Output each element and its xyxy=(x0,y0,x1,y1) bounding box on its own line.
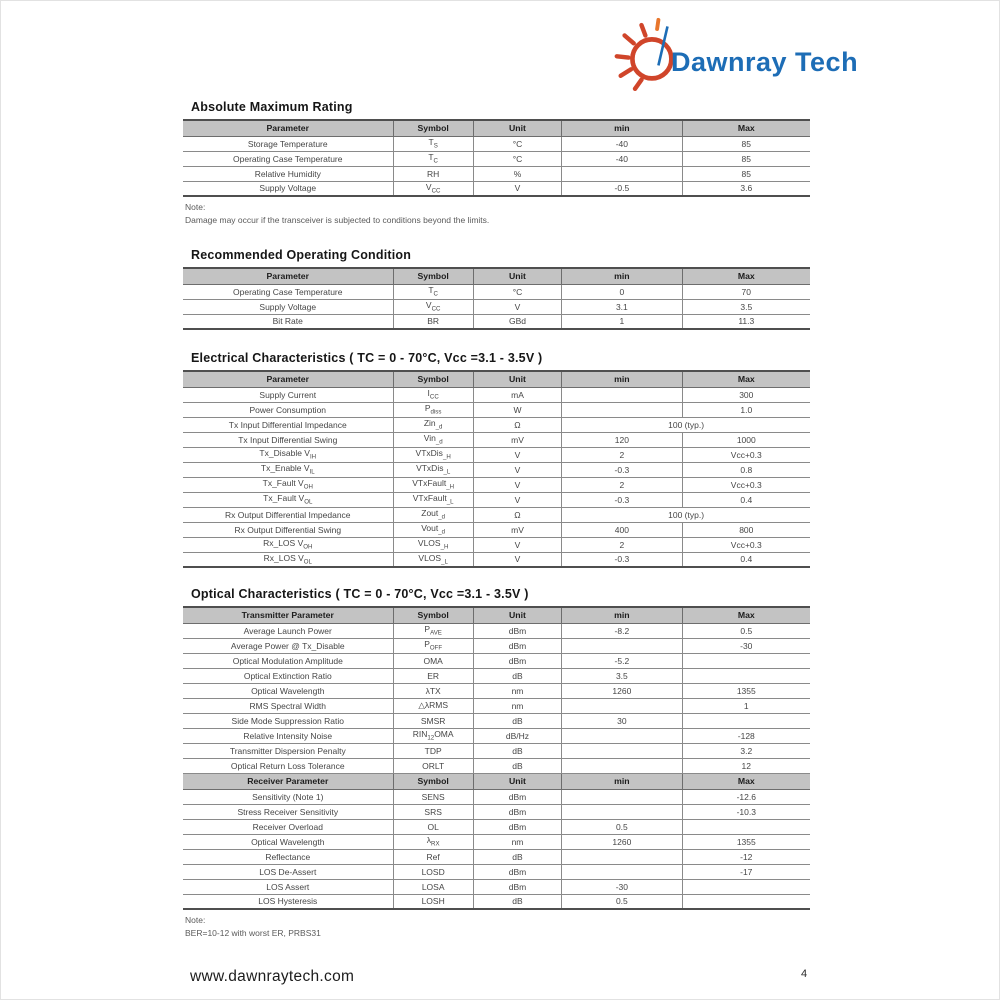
table-cell: LOS Hysteresis xyxy=(183,894,393,909)
table-cell xyxy=(562,849,682,864)
table-cell: Tx Input Differential Impedance xyxy=(183,417,393,432)
column-header: Max xyxy=(682,268,810,284)
table-cell: V xyxy=(473,477,561,492)
table-cell: Average Launch Power xyxy=(183,623,393,638)
table-cell: Reflectance xyxy=(183,849,393,864)
column-header: Unit xyxy=(473,607,561,623)
section-title: Absolute Maximum Rating xyxy=(191,100,353,114)
table-cell: % xyxy=(473,166,561,181)
table-cell xyxy=(562,387,682,402)
column-header: Unit xyxy=(473,120,561,136)
table-cell: Tx_Fault $V_{OL}$ xyxy=(183,492,393,507)
table-cell: 400 xyxy=(562,522,682,537)
table-cell xyxy=(562,402,682,417)
table-cell: 0.4 xyxy=(682,552,810,567)
table-cell: Vcc+0.3 xyxy=(682,477,810,492)
table-cell: OMA xyxy=(393,653,473,668)
table-cell: LOSH xyxy=(393,894,473,909)
table-cell: 3.2 xyxy=(682,743,810,758)
table-cell: △λRMS xyxy=(393,698,473,713)
table-cell: VTxFault$_{\_H}$ xyxy=(393,477,473,492)
table-cell: dBm xyxy=(473,638,561,653)
table-row xyxy=(183,698,810,713)
table-cell: mA xyxy=(473,387,561,402)
table-cell: -0.3 xyxy=(562,462,682,477)
table-cell: -40 xyxy=(562,151,682,166)
table-cell: Optical Extinction Ratio xyxy=(183,668,393,683)
table-cell: $RIN_{12}OMA$ xyxy=(393,728,473,743)
table-cell: -30 xyxy=(562,879,682,894)
table-cell: LOSD xyxy=(393,864,473,879)
table-cell: Rx_LOS $V_{OH}$ xyxy=(183,537,393,552)
table-cell: $V_{CC}$ xyxy=(393,299,473,314)
table-cell: Relative Intensity Noise xyxy=(183,728,393,743)
table-cell: 0.5 xyxy=(562,894,682,909)
note-text: BER=10-12 with worst ER, PRBS31 xyxy=(185,928,321,938)
table-cell: $P_{AVE}$ xyxy=(393,623,473,638)
table-row xyxy=(183,314,810,329)
column-header: Max xyxy=(682,120,810,136)
table-cell: 85 xyxy=(682,136,810,151)
table-row xyxy=(183,387,810,402)
table-cell: dBm xyxy=(473,819,561,834)
column-header: Symbol xyxy=(393,120,473,136)
table-row xyxy=(183,522,810,537)
brand-logo xyxy=(609,13,859,97)
table-cell: dB xyxy=(473,758,561,773)
table-notes xyxy=(185,201,810,227)
table-cell xyxy=(682,819,810,834)
table-header-row xyxy=(183,371,810,387)
table-row xyxy=(183,879,810,894)
footer-url: www.dawnraytech.com xyxy=(190,968,355,985)
column-header: Unit xyxy=(473,773,561,789)
table-cell xyxy=(562,728,682,743)
table-row xyxy=(183,507,810,522)
table-cell: Vout$_{\_d}$ xyxy=(393,522,473,537)
table-row xyxy=(183,181,810,196)
recommended-operating-condition-table xyxy=(183,267,810,330)
table-cell: 0.8 xyxy=(682,462,810,477)
table-cell: dBm xyxy=(473,653,561,668)
table-cell: 2 xyxy=(562,537,682,552)
table-cell: 85 xyxy=(682,166,810,181)
table-cell: V xyxy=(473,492,561,507)
table-cell: Optical Return Loss Tolerance xyxy=(183,758,393,773)
table-cell: V xyxy=(473,462,561,477)
column-header: Symbol xyxy=(393,371,473,387)
table-row xyxy=(183,402,810,417)
table-cell: λTX xyxy=(393,683,473,698)
table-cell xyxy=(562,864,682,879)
table-cell: dBm xyxy=(473,623,561,638)
table-cell: dB xyxy=(473,668,561,683)
column-header: Symbol xyxy=(393,268,473,284)
table-cell: Vin$_{\_d}$ xyxy=(393,432,473,447)
table-cell: nm xyxy=(473,834,561,849)
table-cell: 800 xyxy=(682,522,810,537)
table-cell: BR xyxy=(393,314,473,329)
table-cell xyxy=(562,698,682,713)
table-cell: 3.5 xyxy=(562,668,682,683)
brand-name: Dawnray Tech xyxy=(671,46,859,77)
table-cell: 120 xyxy=(562,432,682,447)
table-cell: 3.5 xyxy=(682,299,810,314)
table-cell: -0.3 xyxy=(562,552,682,567)
table-cell: 100 (typ.) xyxy=(562,507,810,522)
table-cell: SMSR xyxy=(393,713,473,728)
column-header: min xyxy=(562,371,682,387)
absolute-maximum-rating-table xyxy=(183,119,810,197)
table-cell: 1260 xyxy=(562,834,682,849)
table-cell: 0.5 xyxy=(682,623,810,638)
table-cell xyxy=(682,879,810,894)
column-header: min xyxy=(562,120,682,136)
table-cell: 1355 xyxy=(682,834,810,849)
table-row xyxy=(183,432,810,447)
table-cell: 1 xyxy=(682,698,810,713)
table-cell: -40 xyxy=(562,136,682,151)
table-cell: Side Mode Suppression Ratio xyxy=(183,713,393,728)
table-cell: Tx_Disable $V_{IH}$ xyxy=(183,447,393,462)
section-title: Recommended Operating Condition xyxy=(191,248,412,262)
table-cell: nm xyxy=(473,683,561,698)
table-cell: W xyxy=(473,402,561,417)
table-cell: 0 xyxy=(562,284,682,299)
table-cell: Ω xyxy=(473,417,561,432)
table-cell: VTxFault$_{\_L}$ xyxy=(393,492,473,507)
table-cell: 70 xyxy=(682,284,810,299)
table-cell: -128 xyxy=(682,728,810,743)
table-cell: V xyxy=(473,181,561,196)
table-cell: Rx Output Differential Impedance xyxy=(183,507,393,522)
column-header: Parameter xyxy=(183,371,393,387)
table-cell: LOS De-Assert xyxy=(183,864,393,879)
column-header: Unit xyxy=(473,371,561,387)
table-cell: $T_C$ xyxy=(393,284,473,299)
table-cell: Supply Voltage xyxy=(183,181,393,196)
table-cell: mV xyxy=(473,522,561,537)
note-text: Note: xyxy=(185,915,206,925)
table-cell: Stress Receiver Sensitivity xyxy=(183,804,393,819)
table-row xyxy=(183,166,810,181)
page-number: 4 xyxy=(801,968,808,980)
table-cell xyxy=(682,713,810,728)
section-optical-characteristics xyxy=(183,587,810,940)
table-cell: -30 xyxy=(682,638,810,653)
table-cell: Vcc+0.3 xyxy=(682,537,810,552)
table-cell: dBm xyxy=(473,879,561,894)
table-cell: Supply Current xyxy=(183,387,393,402)
table-cell: ER xyxy=(393,668,473,683)
table-cell: 2 xyxy=(562,477,682,492)
table-cell: VTxDis$_{\_H}$ xyxy=(393,447,473,462)
table-cell: dB xyxy=(473,713,561,728)
table-cell: 100 (typ.) xyxy=(562,417,810,432)
table-row xyxy=(183,417,810,432)
table-row xyxy=(183,864,810,879)
table-row xyxy=(183,477,810,492)
table-cell: 3.6 xyxy=(682,181,810,196)
column-header: Symbol xyxy=(393,773,473,789)
column-header: Receiver Parameter xyxy=(183,773,393,789)
table-row xyxy=(183,653,810,668)
table-cell: V xyxy=(473,537,561,552)
section-recommended-operating-condition xyxy=(183,248,810,330)
table-row xyxy=(183,284,810,299)
table-notes xyxy=(185,914,810,940)
table-cell: 30 xyxy=(562,713,682,728)
table-cell xyxy=(562,166,682,181)
table-cell: Optical Wavelength xyxy=(183,683,393,698)
table-cell: 300 xyxy=(682,387,810,402)
column-header: min xyxy=(562,268,682,284)
table-cell xyxy=(562,804,682,819)
table-cell: -5.2 xyxy=(562,653,682,668)
table-row xyxy=(183,728,810,743)
optical-characteristics-table xyxy=(183,606,810,910)
table-cell: -12.6 xyxy=(682,789,810,804)
table-cell: 1 xyxy=(562,314,682,329)
table-cell: SRS xyxy=(393,804,473,819)
table-cell: $T_C$ xyxy=(393,151,473,166)
table-cell: Power Consumption xyxy=(183,402,393,417)
table-cell: mV xyxy=(473,432,561,447)
table-cell: 2 xyxy=(562,447,682,462)
table-cell: dB xyxy=(473,894,561,909)
table-cell: 1260 xyxy=(562,683,682,698)
table-cell: 12 xyxy=(682,758,810,773)
table-cell: $P_{OFF}$ xyxy=(393,638,473,653)
table-cell: Rx_LOS $V_{OL}$ xyxy=(183,552,393,567)
table-cell: Receiver Overload xyxy=(183,819,393,834)
column-header: Parameter xyxy=(183,120,393,136)
column-header: min xyxy=(562,607,682,623)
table-cell: RH xyxy=(393,166,473,181)
table-header-row xyxy=(183,268,810,284)
table-cell: Tx_Enable $V_{IL}$ xyxy=(183,462,393,477)
table-cell xyxy=(562,638,682,653)
table-cell xyxy=(562,743,682,758)
column-header: Parameter xyxy=(183,268,393,284)
column-header: Max xyxy=(682,371,810,387)
table-cell: $I_{CC}$ xyxy=(393,387,473,402)
table-cell: nm xyxy=(473,698,561,713)
table-cell: Tx_Fault $V_{OH}$ xyxy=(183,477,393,492)
table-cell: TDP xyxy=(393,743,473,758)
table-cell: Average Power @ Tx_Disable xyxy=(183,638,393,653)
table-cell: °C xyxy=(473,151,561,166)
table-cell: 11.3 xyxy=(682,314,810,329)
table-row xyxy=(183,849,810,864)
table-cell: Sensitivity (Note 1) xyxy=(183,789,393,804)
table-cell: Relative Humidity xyxy=(183,166,393,181)
section-title: Optical Characteristics ( TC = 0 - 70°C, Vcc =3.1 - 3.5V ) xyxy=(191,587,529,601)
column-header: Transmitter Parameter xyxy=(183,607,393,623)
table-cell: Ω xyxy=(473,507,561,522)
table-cell: LOSA xyxy=(393,879,473,894)
table-cell: dBm xyxy=(473,864,561,879)
table-cell: Storage Temperature xyxy=(183,136,393,151)
table-cell: Tx Input Differential Swing xyxy=(183,432,393,447)
table-cell: V xyxy=(473,552,561,567)
table-cell: OL xyxy=(393,819,473,834)
table-row xyxy=(183,713,810,728)
table-cell: -8.2 xyxy=(562,623,682,638)
section-electrical-characteristics xyxy=(183,351,810,568)
table-cell: RMS Spectral Width xyxy=(183,698,393,713)
table-cell: -0.3 xyxy=(562,492,682,507)
table-cell: V xyxy=(473,447,561,462)
table-header-row xyxy=(183,773,810,789)
table-row xyxy=(183,758,810,773)
table-cell: Supply Voltage xyxy=(183,299,393,314)
table-cell: -0.5 xyxy=(562,181,682,196)
table-header-row xyxy=(183,607,810,623)
table-row xyxy=(183,537,810,552)
table-cell: $T_S$ xyxy=(393,136,473,151)
table-row xyxy=(183,462,810,477)
column-header: Symbol xyxy=(393,607,473,623)
table-row xyxy=(183,668,810,683)
table-cell: Transmitter Dispersion Penalty xyxy=(183,743,393,758)
table-cell: °C xyxy=(473,136,561,151)
table-row xyxy=(183,789,810,804)
table-cell xyxy=(562,758,682,773)
table-row xyxy=(183,136,810,151)
table-cell: Ref xyxy=(393,849,473,864)
table-cell: dB xyxy=(473,849,561,864)
table-cell: -10.3 xyxy=(682,804,810,819)
table-row xyxy=(183,804,810,819)
column-header: Max xyxy=(682,773,810,789)
table-cell: 1000 xyxy=(682,432,810,447)
table-cell: °C xyxy=(473,284,561,299)
table-cell: GBd xyxy=(473,314,561,329)
table-cell: 0.4 xyxy=(682,492,810,507)
table-cell: $VLOS_{\_L}$ xyxy=(393,552,473,567)
table-cell: $P_{diss}$ xyxy=(393,402,473,417)
table-cell: -12 xyxy=(682,849,810,864)
column-header: min xyxy=(562,773,682,789)
table-cell xyxy=(682,668,810,683)
table-cell: dBm xyxy=(473,789,561,804)
table-row xyxy=(183,447,810,462)
table-row xyxy=(183,683,810,698)
column-header: Max xyxy=(682,607,810,623)
table-cell: dB xyxy=(473,743,561,758)
note-text: Damage may occur if the transceiver is subjected to conditions beyond the limits. xyxy=(185,215,490,225)
table-cell: Vcc+0.3 xyxy=(682,447,810,462)
table-cell xyxy=(562,789,682,804)
table-cell: Zout$_{\_d}$ xyxy=(393,507,473,522)
table-cell: 0.5 xyxy=(562,819,682,834)
table-row xyxy=(183,894,810,909)
table-row xyxy=(183,819,810,834)
table-cell: Operating Case Temperature xyxy=(183,284,393,299)
table-cell: V xyxy=(473,299,561,314)
table-cell: SENS xyxy=(393,789,473,804)
table-cell: 1355 xyxy=(682,683,810,698)
table-row xyxy=(183,299,810,314)
table-cell: ORLT xyxy=(393,758,473,773)
table-cell: LOS Assert xyxy=(183,879,393,894)
table-cell: 3.1 xyxy=(562,299,682,314)
table-row xyxy=(183,492,810,507)
table-cell: dB/Hz xyxy=(473,728,561,743)
table-cell: Rx Output Differential Swing xyxy=(183,522,393,537)
table-row xyxy=(183,638,810,653)
table-header-row xyxy=(183,120,810,136)
table-cell: 1.0 xyxy=(682,402,810,417)
table-cell xyxy=(682,653,810,668)
column-header: Unit xyxy=(473,268,561,284)
table-cell: Operating Case Temperature xyxy=(183,151,393,166)
table-row xyxy=(183,834,810,849)
table-row xyxy=(183,623,810,638)
table-cell: dBm xyxy=(473,804,561,819)
table-cell xyxy=(682,894,810,909)
electrical-characteristics-table xyxy=(183,370,810,568)
table-cell: 85 xyxy=(682,151,810,166)
table-cell: VTxDis$_{\_L}$ xyxy=(393,462,473,477)
table-cell: Optical Wavelength xyxy=(183,834,393,849)
table-row xyxy=(183,151,810,166)
table-cell: $VLOS_{\_H}$ xyxy=(393,537,473,552)
table-cell: $V_{CC}$ xyxy=(393,181,473,196)
table-cell: Bit Rate xyxy=(183,314,393,329)
table-cell: Optical Modulation Amplitude xyxy=(183,653,393,668)
note-text: Note: xyxy=(185,202,206,212)
table-row xyxy=(183,552,810,567)
table-cell: $\lambda_{RX}$ xyxy=(393,834,473,849)
section-title: Electrical Characteristics ( TC = 0 - 70°C, Vcc =3.1 - 3.5V ) xyxy=(191,351,543,365)
table-cell: -17 xyxy=(682,864,810,879)
table-row xyxy=(183,743,810,758)
section-absolute-maximum-rating xyxy=(183,100,810,227)
table-cell: Zin$_{\_d}$ xyxy=(393,417,473,432)
